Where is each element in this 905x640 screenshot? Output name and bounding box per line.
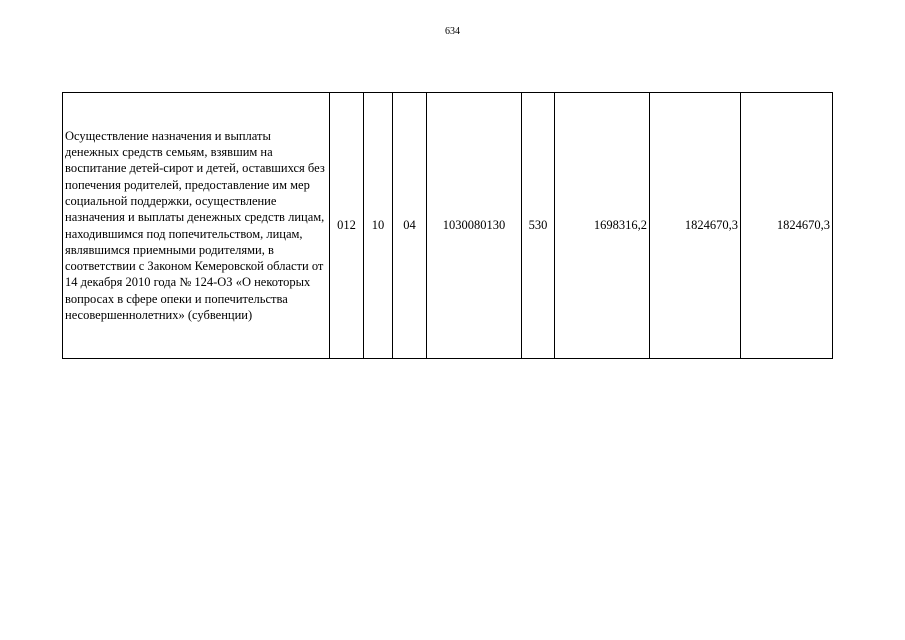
subsection-code-cell: 04 bbox=[393, 93, 427, 359]
section-code-cell: 10 bbox=[364, 93, 393, 359]
table-row bbox=[63, 93, 833, 359]
amount-2-cell: 1824670,3 bbox=[650, 93, 741, 359]
department-code-cell: 012 bbox=[330, 93, 364, 359]
budget-table bbox=[62, 92, 833, 359]
expense-type-cell: 530 bbox=[522, 93, 555, 359]
amount-3-cell: 1824670,3 bbox=[741, 93, 833, 359]
target-article-cell: 1030080130 bbox=[427, 93, 522, 359]
amount-1-cell: 1698316,2 bbox=[555, 93, 650, 359]
page-number: 634 bbox=[445, 26, 460, 37]
expense-description-cell: Осуществление назначения и выплаты денежных средств семьям, взявшим на воспитание детей-сирот и детей, оставшихся без попечения родителей, предоставление им мер социальной поддержки, осуществление назначения и выплаты денежных средств лицам, находившимся под попечительством, лицам, являвшимся приемными родителями, в соответствии с Законом Кемеровской области от 14 декабря 2010 года № 124-ОЗ «О некоторых вопросах в сфере опеки и попечительства несовершеннолетних» (субвенции) bbox=[63, 93, 330, 359]
